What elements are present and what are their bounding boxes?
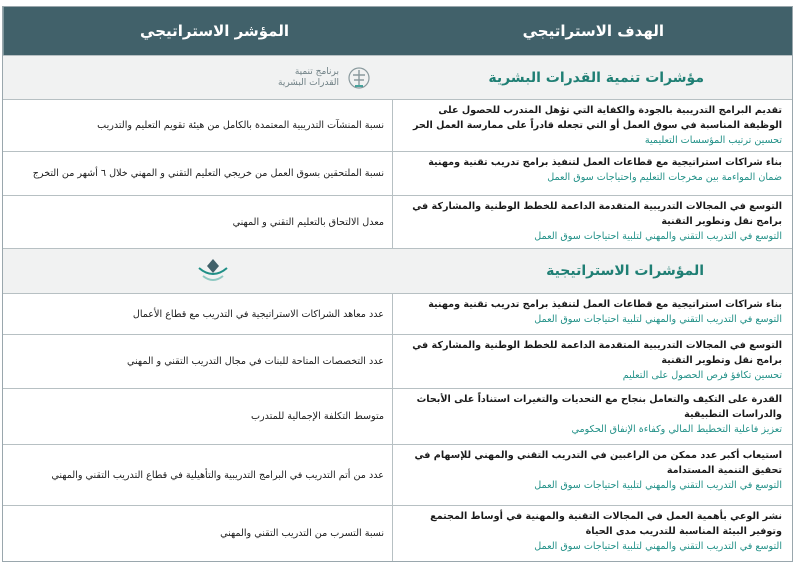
indicator-text: عدد من أتم التدريب في البرامج التدريبية والتأهيلية في قطاع التدريب التقني والمهني [3, 445, 393, 505]
table-row [3, 151, 792, 195]
goal-sub: التوسع في التدريب التقني والمهني لتلبية احتياجات سوق العمل [534, 480, 782, 491]
indicator-text: معدل الالتحاق بالتعليم التقني و المهني [3, 196, 393, 248]
table-row [3, 444, 792, 505]
indicator-text: نسبة الملتحقين بسوق العمل من خريجي التعليم التقني و المهني خلال ٦ أشهر من التخرج [3, 152, 393, 195]
indicator-text: عدد معاهد الشراكات الاستراتيجية في التدريب مع قطاع الأعمال [3, 294, 393, 334]
vision-2030-palm-icon [345, 65, 373, 91]
table-row [3, 334, 792, 388]
indicator-text: نسبة المنشآت التدريبية المعتمدة بالكامل من هيئة تقويم التعليم والتدريب [3, 100, 393, 151]
goal-sub: تحسين تكافؤ فرص الحصول على التعليم [622, 370, 782, 381]
table-row [3, 388, 792, 444]
goal-column-header: الهدف الاستراتيجي [522, 22, 664, 40]
goal-sub: تحسين ترتيب المؤسسات التعليمية [644, 135, 782, 146]
section-title: مؤشرات تنمية القدرات البشرية [488, 69, 704, 86]
goal-text: استيعاب أكبر عدد ممكن من الراغبين في التدريب التقني والمهني للإسهام في تحقيق التنمية المستدامة [414, 450, 782, 476]
section-strategic-indicators [3, 248, 792, 293]
tvtc-emblem-icon [193, 256, 233, 286]
goal-text: التوسع في المجالات التدريبية المتقدمة الداعمة للخطط الوطنية والمشاركة في برامج نقل وتطوير التقنية [412, 340, 782, 366]
goal-sub: التوسع في التدريب التقني والمهني لتلبية احتياجات سوق العمل [534, 231, 782, 242]
goal-text: تقديم البرامج التدريبية بالجودة والكفاية التي تؤهل المتدرب للحصول على الوظيفة المناسبة في سوق العمل أو التي تجعله قادراً على ممارسة العمل الحر [412, 105, 782, 131]
table-row [3, 505, 792, 561]
table-header [3, 7, 792, 55]
indicator-text: عدد التخصصات المتاحة للبنات في مجال التدريب التقني و المهني [3, 335, 393, 388]
logo-line-1: برنامج تنمية [294, 66, 339, 77]
goal-text: التوسع في المجالات التدريبية المتقدمة الداعمة للخطط الوطنية والمشاركة في برامج نقل وتطوير التقنية [412, 201, 782, 227]
goal-sub: التوسع في التدريب التقني والمهني لتلبية احتياجات سوق العمل [534, 314, 782, 325]
section-title: المؤشرات الاستراتيجية [546, 263, 704, 279]
table-row [3, 293, 792, 334]
goal-sub: ضمان المواءمة بين مخرجات التعليم واحتياجات سوق العمل [547, 172, 782, 183]
program-logo [3, 56, 393, 99]
indicator-text: نسبة التسرب من التدريب التقني والمهني [3, 506, 393, 561]
indicator-column-header: المؤشر الاستراتيجي [3, 7, 393, 55]
indicators-table [2, 6, 793, 562]
goal-text: بناء شراكات استراتيجية مع قطاعات العمل لتنفيذ برامج تدريب تقنية ومهنية [428, 157, 782, 168]
logo-line-2: القدرات البشرية [278, 77, 339, 88]
table-row [3, 195, 792, 248]
goal-text: القدرة على التكيف والتعامل بنجاح مع التحديات والتغيرات استناداً على الأبحاث والدراسات التطبيقية [416, 394, 782, 420]
section-human-capability [3, 55, 792, 99]
goal-text: بناء شراكات استراتيجية مع قطاعات العمل لتنفيذ برامج تدريب تقنية ومهنية [428, 299, 782, 310]
tvtc-logo [3, 249, 393, 293]
goal-sub: التوسع في التدريب التقني والمهني لتلبية احتياجات سوق العمل [534, 541, 782, 552]
table-row [3, 99, 792, 151]
goal-sub: تعزيز فاعلية التخطيط المالي وكفاءة الإنفاق الحكومي [571, 424, 782, 435]
indicator-text: متوسط التكلفة الإجمالية للمتدرب [3, 389, 393, 444]
goal-text: نشر الوعي بأهمية العمل في المجالات التقنية والمهنية في أوساط المجتمع وتوفير البيئة المناسبة للتدريب مدى الحياة [430, 511, 782, 537]
